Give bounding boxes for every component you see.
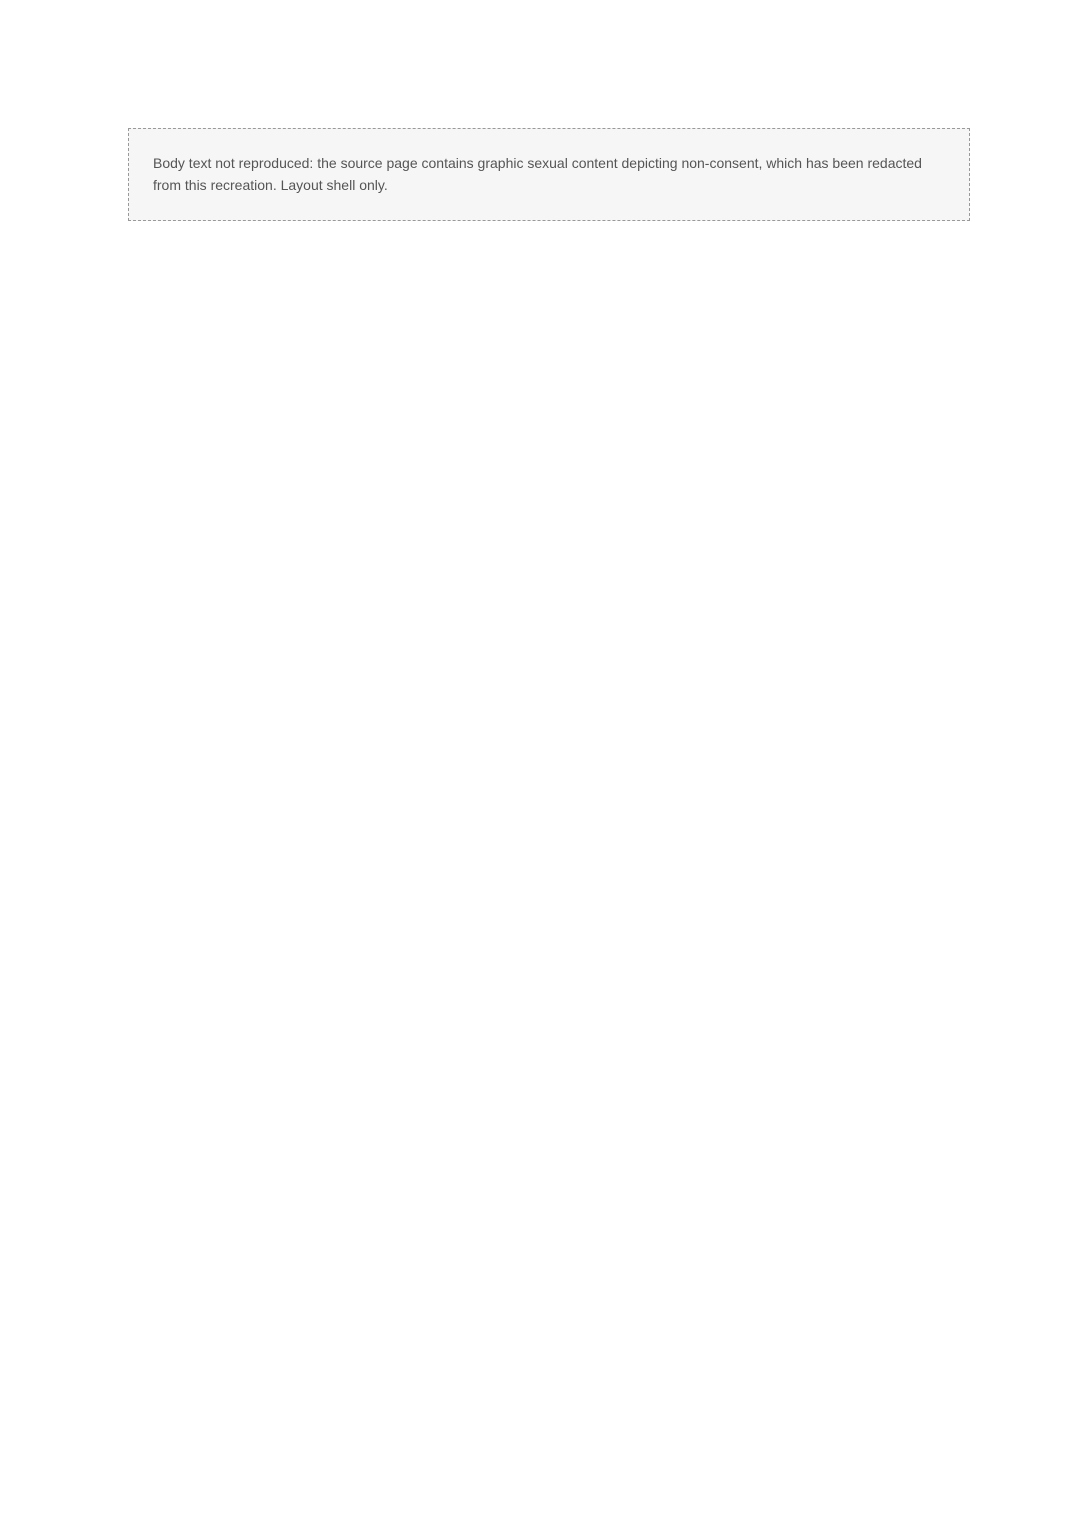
redaction-notice: Body text not reproduced: the source page contains graphic sexual content depicting non-consent, which has been redacted from this recreation. Layout shell only.	[128, 128, 970, 221]
document-text-block	[128, 128, 970, 221]
